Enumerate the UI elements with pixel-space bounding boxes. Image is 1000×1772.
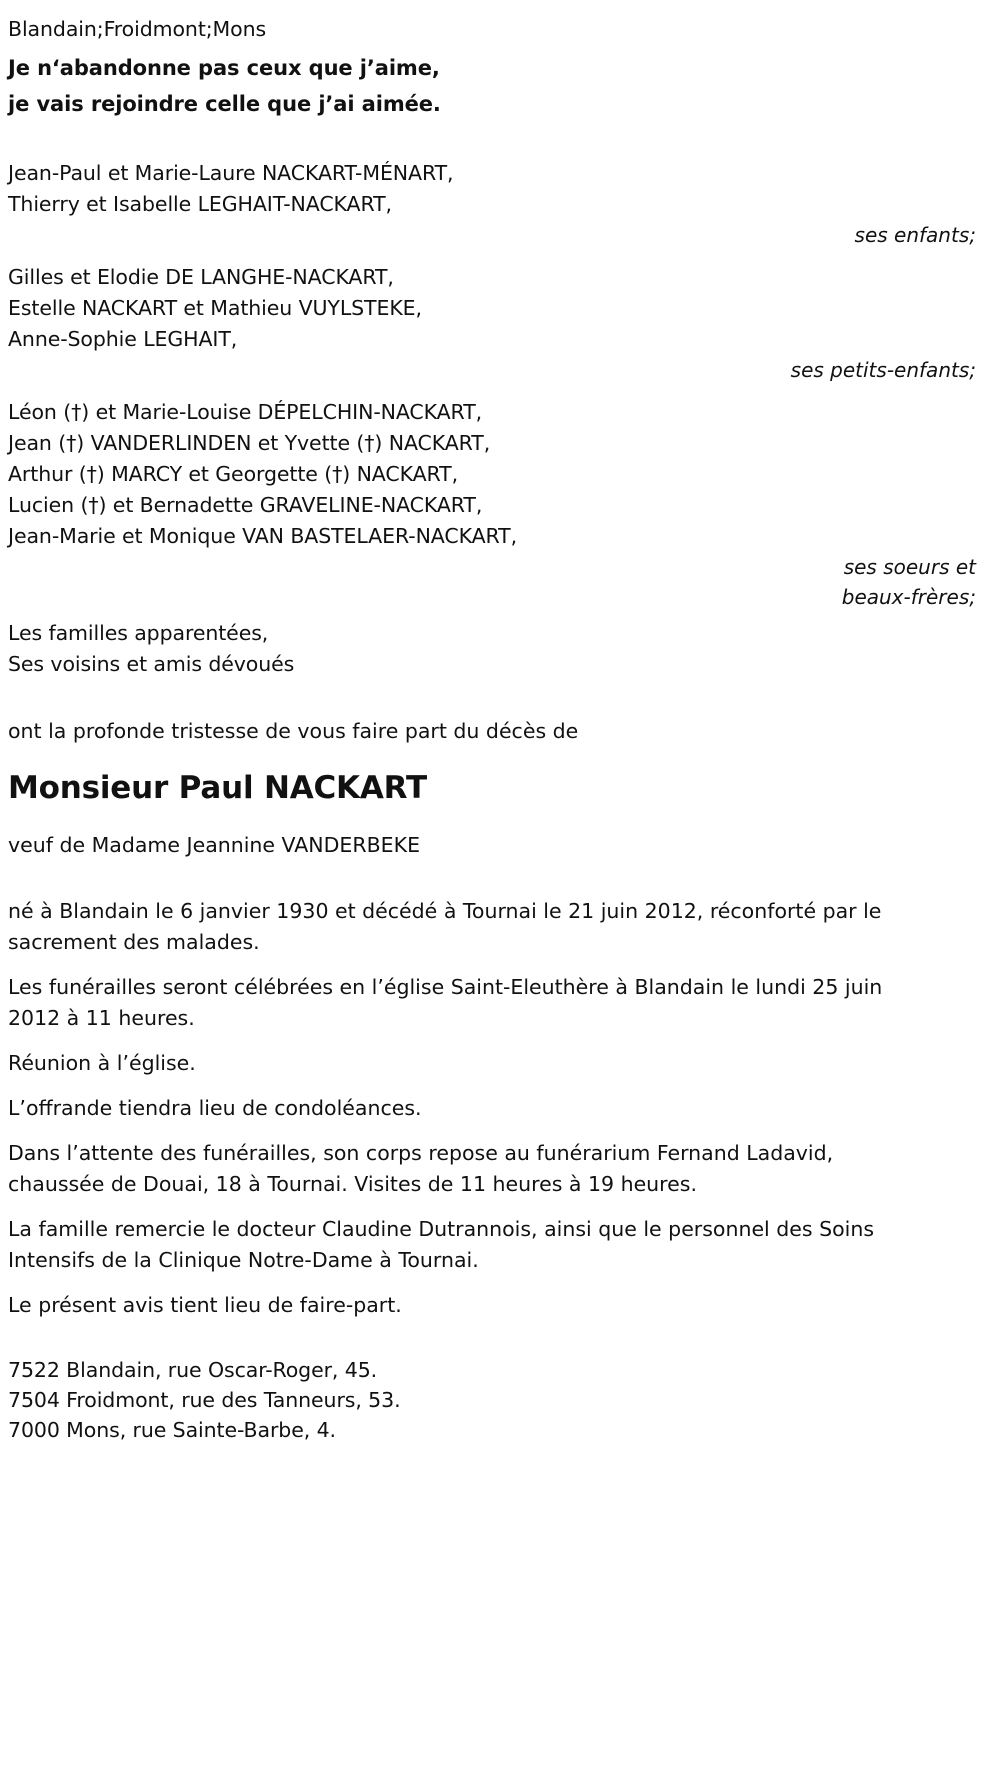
locations-line: Blandain;Froidmont;Mons [8,17,267,41]
spacer [8,122,978,158]
address-line: 7000 Mons, rue Sainte-Barbe, 4. [8,1418,336,1442]
announcement-intro: ont la profonde tristesse de vous faire part du décès de [8,719,579,743]
role-line: ses enfants; [854,223,976,247]
family-name-line: Jean-Marie et Monique VAN BASTELAER-NACKART, [8,524,517,548]
family-name-line: Lucien (†) et Bernadette GRAVELINE-NACKART, [8,493,483,517]
spacer [8,250,978,262]
family-name-line: Jean (†) VANDERLINDEN et Yvette (†) NACKART, [8,431,491,455]
detail-paragraph: Dans l’attente des funérailles, son corps repose au funérarium Fernand Ladavid, chaussée de Douai, 18 à Tournai. Visites de 11 heures à 19 heures. [8,1141,834,1196]
detail-paragraph: Le présent avis tient lieu de faire-part. [8,1293,402,1317]
other-mourners-line: Ses voisins et amis dévoués [8,652,295,676]
widow-of-line: veuf de Madame Jeannine VANDERBEKE [8,833,421,857]
spacer [8,810,978,830]
other-mourners-line: Les familles apparentées, [8,621,269,645]
address-line: 7522 Blandain, rue Oscar-Roger, 45. [8,1358,378,1382]
family-name-line: Léon (†) et Marie-Louise DÉPELCHIN-NACKART, [8,400,483,424]
role-line: ses petits-enfants; [790,358,976,382]
details-paragraphs [8,896,978,1321]
family-name-line: Gilles et Elodie DE LANGHE-NACKART, [8,265,394,289]
deceased-name: Monsieur Paul NACKART [8,770,427,806]
detail-paragraph: Les funérailles seront célébrées en l’église Saint-Eleuthère à Blandain le lundi 25 juin 2012 à 11 heures. [8,975,883,1030]
family-name-line: Arthur (†) MARCY et Georgette (†) NACKART, [8,462,458,486]
family-group-grandchildren [8,262,978,385]
family-name-line: Estelle NACKART et Mathieu VUYLSTEKE, [8,296,422,320]
other-mourners-block [8,618,978,680]
role-line: ses soeurs et [843,555,976,579]
detail-paragraph: L’offrande tiendra lieu de condoléances. [8,1096,422,1120]
role-label-siblings [8,552,978,612]
family-group-children [8,158,978,250]
family-name-line: Jean-Paul et Marie-Laure NACKART-MÉNART, [8,161,454,185]
detail-paragraph: né à Blandain le 6 janvier 1930 et décédé à Tournai le 21 juin 2012, réconforté par le sacrement des malades. [8,899,882,954]
role-label-children [8,220,978,250]
spacer [8,860,978,896]
address-line: 7504 Froidmont, rue des Tanneurs, 53. [8,1388,401,1412]
spacer [8,746,978,766]
addresses-block [8,1355,978,1445]
spacer [8,1335,978,1355]
family-group-siblings [8,397,978,612]
quote-line-2: je vais rejoindre celle que j’ai aimée. [8,92,441,116]
family-name-line: Thierry et Isabelle LEGHAIT-NACKART, [8,192,392,216]
spacer [8,680,978,716]
spacer [8,385,978,397]
detail-paragraph: La famille remercie le docteur Claudine Dutrannois, ainsi que le personnel des Soins Intensifs de la Clinique Notre-Dame à Tournai. [8,1217,875,1272]
detail-paragraph: Réunion à l’église. [8,1051,196,1075]
quote-line-1: Je n‘abandonne pas ceux que j’aime, [8,56,440,80]
family-name-line: Anne-Sophie LEGHAIT, [8,327,238,351]
quote-block [8,50,978,122]
role-label-grandchildren [8,355,978,385]
role-line: beaux-frères; [841,585,976,609]
